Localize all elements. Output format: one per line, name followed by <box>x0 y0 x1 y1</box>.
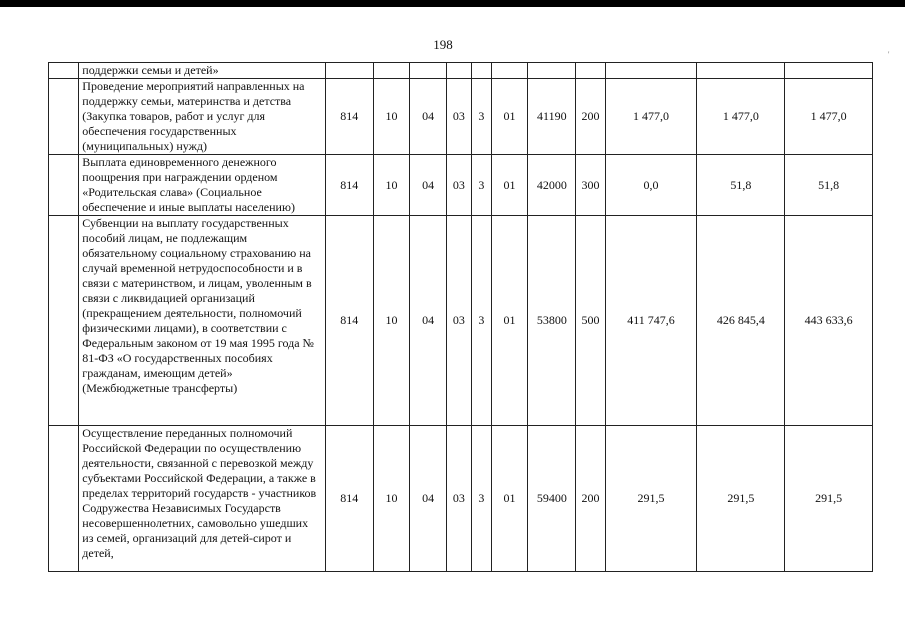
amount-year2-cell: 51,8 <box>697 155 785 216</box>
target-event-cell: 01 <box>491 155 528 216</box>
amount-year2-cell: 426 845,4 <box>697 216 785 426</box>
row-index-cell <box>49 426 79 572</box>
expense-type-cell: 200 <box>576 79 605 155</box>
amount-year2-cell: 1 477,0 <box>697 79 785 155</box>
section-code-cell: 10 <box>373 79 410 155</box>
description-cell: Выплата единовременного денежного поощрения при награждении орденом «Родительская слава» (Социальное обеспечение и иные выплаты населению) <box>79 155 325 216</box>
page-number: 198 <box>433 37 453 52</box>
admin-code-cell: 814 <box>325 216 373 426</box>
row-index-cell <box>49 63 79 79</box>
table-row <box>49 155 873 216</box>
row-index-cell <box>49 155 79 216</box>
scan-top-border <box>0 0 905 7</box>
target-subprogram-cell <box>471 63 491 79</box>
amount-year3-cell: 291,5 <box>785 426 873 572</box>
table-row <box>49 426 873 572</box>
subsection-code-cell: 04 <box>410 79 447 155</box>
amount-year3-cell: 51,8 <box>785 155 873 216</box>
target-direction-cell: 59400 <box>528 426 576 572</box>
section-code-cell: 10 <box>373 216 410 426</box>
subsection-code-cell: 04 <box>410 216 447 426</box>
target-direction-cell: 41190 <box>528 79 576 155</box>
target-direction-cell <box>528 63 576 79</box>
amount-year1-cell: 1 477,0 <box>605 79 697 155</box>
section-code-cell: 10 <box>373 155 410 216</box>
amount-year1-cell: 0,0 <box>605 155 697 216</box>
amount-year1-cell: 291,5 <box>605 426 697 572</box>
section-code-cell <box>373 63 410 79</box>
table-row <box>49 216 873 426</box>
expense-type-cell: 300 <box>576 155 605 216</box>
target-program-cell: 03 <box>446 216 471 426</box>
amount-year1-cell: 411 747,6 <box>605 216 697 426</box>
target-event-cell: 01 <box>491 426 528 572</box>
target-direction-cell: 53800 <box>528 216 576 426</box>
target-subprogram-cell: 3 <box>471 216 491 426</box>
row-index-cell <box>49 79 79 155</box>
expense-type-cell: 200 <box>576 426 605 572</box>
target-direction-cell: 42000 <box>528 155 576 216</box>
admin-code-cell <box>325 63 373 79</box>
target-program-cell: 03 <box>446 79 471 155</box>
amount-year2-cell <box>697 63 785 79</box>
target-program-cell: 03 <box>446 155 471 216</box>
amount-year3-cell: 1 477,0 <box>785 79 873 155</box>
description-cell: Проведение мероприятий направленных на поддержку семьи, материнства и детства (Закупка товаров, работ и услуг для обеспечения государственных (муниципальных) нужд) <box>79 79 325 155</box>
target-subprogram-cell: 3 <box>471 426 491 572</box>
target-event-cell <box>491 63 528 79</box>
amount-year2-cell: 291,5 <box>697 426 785 572</box>
subsection-code-cell <box>410 63 447 79</box>
description-cell: Осуществление переданных полномочий Российской Федерации по осуществлению деятельности, связанной с перевозкой между субъектами Российской Федерации, а также в пределах территорий государств - участников Содружества Независимых Государств несовершеннолетних, самовольно ушедших из семей, организаций для детей-сирот и детей, <box>79 426 325 572</box>
target-subprogram-cell: 3 <box>471 155 491 216</box>
table-row <box>49 63 873 79</box>
amount-year3-cell <box>785 63 873 79</box>
expense-type-cell <box>576 63 605 79</box>
description-cell: Субвенции на выплату государственных пособий лицам, не подлежащим обязательному социальному страхованию на случай временной нетрудоспособности и в связи с материнством, и лицам, уволенным в связи с ликвидацией организаций (прекращением деятельности, полномочий физическими лицами), в соответствии с Федеральным законом от 19 мая 1995 года № 81-ФЗ «О государственных пособиях гражданам, имеющим детей» (Межбюджетные трансферты) <box>79 216 325 426</box>
admin-code-cell: 814 <box>325 155 373 216</box>
row-index-cell <box>49 216 79 426</box>
target-program-cell <box>446 63 471 79</box>
admin-code-cell: 814 <box>325 79 373 155</box>
amount-year3-cell: 443 633,6 <box>785 216 873 426</box>
target-event-cell: 01 <box>491 216 528 426</box>
table-row <box>49 79 873 155</box>
subsection-code-cell: 04 <box>410 155 447 216</box>
subsection-code-cell: 04 <box>410 426 447 572</box>
budget-table <box>48 62 873 572</box>
description-cell: поддержки семьи и детей» <box>79 63 325 79</box>
target-event-cell: 01 <box>491 79 528 155</box>
target-program-cell: 03 <box>446 426 471 572</box>
scan-edge-mark: ' <box>888 50 890 59</box>
section-code-cell: 10 <box>373 426 410 572</box>
expense-type-cell: 500 <box>576 216 605 426</box>
target-subprogram-cell: 3 <box>471 79 491 155</box>
admin-code-cell: 814 <box>325 426 373 572</box>
amount-year1-cell <box>605 63 697 79</box>
